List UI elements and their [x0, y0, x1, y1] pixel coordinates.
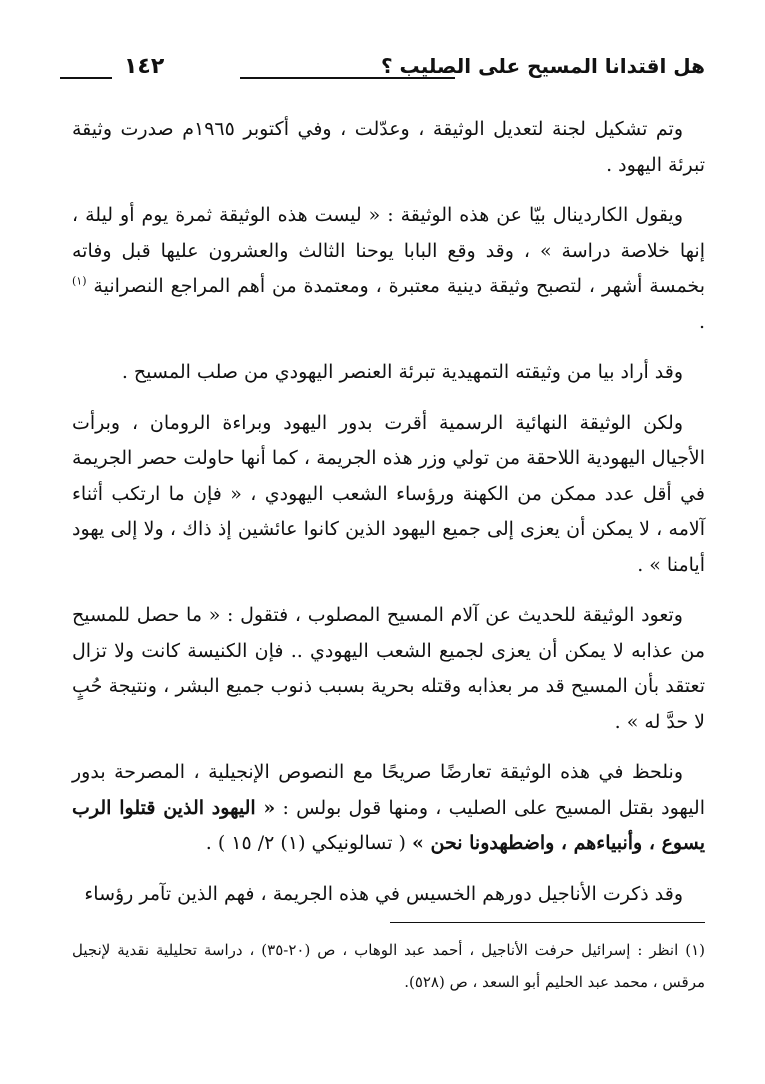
paragraph: [72, 755, 705, 862]
paragraph-tail: ( تسالونيكي (١) ٢/ ١٥ ) .: [205, 832, 412, 854]
paragraph-text: ويقول الكاردينال بيّا عن هذه الوثيقة : « ليست هذه الوثيقة ثمرة يوم أو ليلة ، إنها خلاصة دراسة » ، وقد وقع البابا يوحنا الثالث والعشرون عليها قبل وفاته بخمسة أشهر ، لتصبح وثيقة دينية معتبرة ، ومعتمدة من أهم المراجع النصرانية: [72, 204, 705, 297]
paragraph-text: ولكن الوثيقة النهائية الرسمية أقرت بدور اليهود وبراءة الرومان ، وبرأت الأجيال اليهودية اللاحقة من تولي وزر هذه الجريمة ، كما أنها حاولت حصر الجريمة في أقل عدد ممكن من الكهنة ورؤساء الشعب اليهودي ، « فإن ما ارتكب أثناء آلامه ، لا يمكن أن يعزى إلى جميع اليهود الذين كانوا عائشين إذ ذاك ، ولا إلى يهود أيامنا » .: [72, 411, 705, 576]
paragraph-text: وقد أراد بيا من وثيقته التمهيدية تبرئة العنصر اليهودي من صلب المسيح .: [121, 361, 683, 383]
paragraph: [72, 406, 705, 584]
running-header-title: هل اقتدانا المسيح على الصليب ؟: [380, 54, 705, 78]
paragraph-tail: .: [698, 310, 705, 333]
paragraph-text: ونلحظ في هذه الوثيقة تعارضًا صريحًا مع النصوص الإنجيلية ، المصرحة بدور اليهود بقتل المسيح على الصليب ، ومنها قول بولس :: [72, 761, 705, 819]
header-rule-short: [60, 77, 112, 79]
paragraph: [72, 598, 705, 740]
paragraph: [72, 877, 705, 913]
footnote-reference[interactable]: (١): [72, 274, 87, 288]
paragraph-text: وقد ذكرت الأناجيل دورهم الخسيس في هذه الجريمة ، فهم الذين تآمر رؤساء: [84, 882, 683, 905]
page-number: ١٤٢: [124, 54, 165, 79]
footnote-separator: [390, 922, 705, 923]
header-rule: [240, 77, 455, 79]
paragraph: [72, 198, 705, 340]
paragraph: [72, 112, 705, 183]
bold-quotation: « اليهود الذين قتلوا الرب يسوع ، وأنبياءهم ، واضطهدونا نحن »: [72, 796, 705, 854]
paragraph-text: وتعود الوثيقة للحديث عن آلام المسيح المصلوب ، فتقول : « ما حصل للمسيح من عذابه لا يمكن أن يعزى لجميع الشعب اليهودي .. فإن الكنيسة كانت ولا تزال تعتقد بأن المسيح قد مر بعذابه وقتله بحرية بسبب ذنوب جميع البشر ، ونتيجة حُبٍ لا حدَّ له » .: [72, 604, 705, 733]
body-text: [72, 112, 705, 927]
running-header: [60, 52, 705, 92]
paragraph: [72, 355, 705, 391]
paragraph-text: وتم تشكيل لجنة لتعديل الوثيقة ، وعدّلت ، وفي أكتوبر ١٩٦٥م صدرت وثيقة تبرئة اليهود .: [72, 118, 705, 176]
footnote: (١) انظر : إسرائيل حرفت الأناجيل ، أحمد عبد الوهاب ، ص (٢٠-٣٥) ، دراسة تحليلية نقدية لإنجيل مرقس ، محمد عبد الحليم أبو السعد ، ص (٥٢٨).: [72, 941, 705, 991]
